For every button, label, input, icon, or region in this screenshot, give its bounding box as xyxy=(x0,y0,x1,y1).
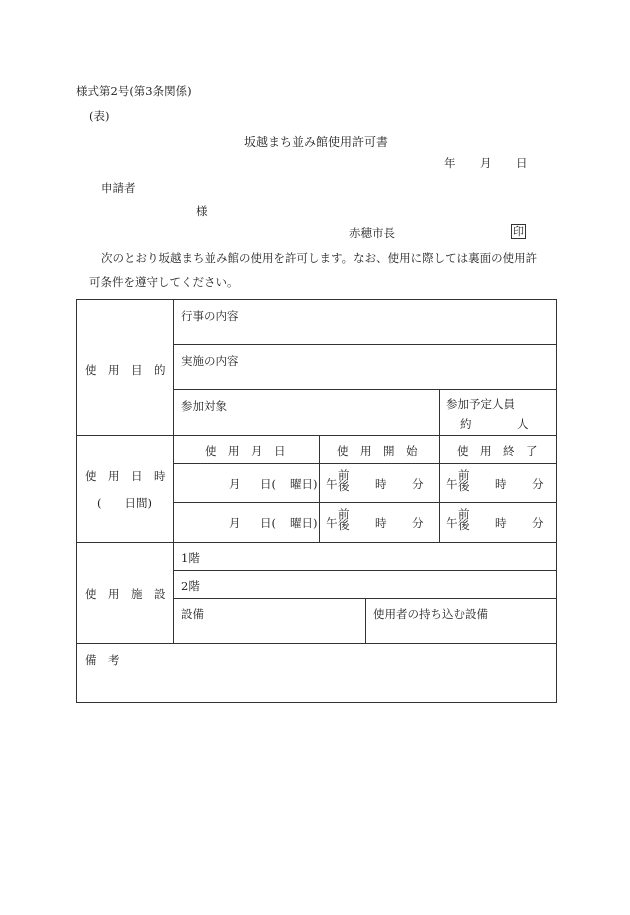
row1-end-am-pm-stack xyxy=(458,470,470,492)
honorific: 様 xyxy=(196,204,208,218)
persons-label: 人 xyxy=(517,417,529,431)
row2-start-am-pm-stack xyxy=(338,509,350,531)
form-number: 様式第2号(第3条関係) xyxy=(76,84,192,98)
row2-start-hour: 時 xyxy=(375,516,387,530)
row-divider xyxy=(173,344,557,345)
datetime-label: 使 用 日 時 xyxy=(85,469,166,483)
row1-end-hour: 時 xyxy=(495,477,507,491)
implementation-content-label: 実施の内容 xyxy=(181,354,239,368)
floor1-label: 1階 xyxy=(181,551,200,565)
col-divider xyxy=(319,435,320,542)
expected-participants-label: 参加予定人員 xyxy=(446,397,515,411)
row2-end-hour: 時 xyxy=(495,516,507,530)
row2-end-ampm: 午 xyxy=(446,516,458,530)
date-month: 月 xyxy=(480,156,492,170)
row-divider xyxy=(77,435,557,436)
event-content-label: 行事の内容 xyxy=(181,309,239,323)
facility-label: 使 用 施 設 xyxy=(85,587,166,601)
row1-weekday: 曜日) xyxy=(290,477,318,491)
row-divider xyxy=(173,570,557,571)
col-divider xyxy=(439,389,440,435)
col-divider xyxy=(439,435,440,542)
row2-start-ampm: 午 xyxy=(326,516,338,530)
permit-form-table xyxy=(76,299,557,703)
row1-start-ampm: 午 xyxy=(326,477,338,491)
row2-end-am: 前 xyxy=(458,507,470,521)
row-divider xyxy=(77,643,557,644)
row1-start-am-pm-stack xyxy=(338,470,350,492)
col-divider xyxy=(173,300,174,643)
document-title: 坂越まち並み館使用許可書 xyxy=(244,135,389,149)
date-day: 日 xyxy=(516,156,528,170)
approx-label: 約 xyxy=(460,417,472,431)
row2-month: 月 xyxy=(229,516,241,530)
row2-end-minute: 分 xyxy=(532,516,544,530)
row2-end-pm: 後 xyxy=(458,518,470,532)
days-count-label: ( 日間) xyxy=(97,496,152,510)
row1-month: 月 xyxy=(229,477,241,491)
row1-start-am: 前 xyxy=(338,468,350,482)
row2-weekday: 曜日) xyxy=(290,516,318,530)
row1-start-minute: 分 xyxy=(412,477,424,491)
issuer: 赤穂市長 xyxy=(349,226,395,240)
col-header-date: 使 用 月 日 xyxy=(205,444,286,458)
row1-start-hour: 時 xyxy=(375,477,387,491)
row-divider xyxy=(173,502,557,503)
floor2-label: 2階 xyxy=(181,579,200,593)
row1-end-am: 前 xyxy=(458,468,470,482)
body-text-line2: 可条件を遵守してください。 xyxy=(89,275,239,289)
seal-mark: 印 xyxy=(513,225,524,238)
row1-end-pm: 後 xyxy=(458,479,470,493)
row1-end-minute: 分 xyxy=(532,477,544,491)
col-header-start: 使 用 開 始 xyxy=(337,444,418,458)
row1-day: 日( xyxy=(260,477,276,491)
row2-start-pm: 後 xyxy=(338,518,350,532)
row2-end-am-pm-stack xyxy=(458,509,470,531)
body-text-line1: 次のとおり坂越まち並み館の使用を許可します。なお、使用に際しては裏面の使用許 xyxy=(101,251,538,265)
form-side-label: (表) xyxy=(89,109,110,123)
row-divider xyxy=(77,542,557,543)
row2-day: 日( xyxy=(260,516,276,530)
date-year: 年 xyxy=(444,156,456,170)
user-equipment-label: 使用者の持ち込む設備 xyxy=(373,607,488,621)
row2-start-minute: 分 xyxy=(412,516,424,530)
row-divider xyxy=(173,389,557,390)
applicant-label: 申請者 xyxy=(101,181,136,195)
remarks-label: 備 考 xyxy=(85,653,120,667)
row1-start-pm: 後 xyxy=(338,479,350,493)
row2-start-am: 前 xyxy=(338,507,350,521)
participants-label: 参加対象 xyxy=(181,399,227,413)
col-divider xyxy=(365,598,366,643)
row-divider xyxy=(173,463,557,464)
equipment-label: 設備 xyxy=(181,607,204,621)
col-header-end: 使 用 終 了 xyxy=(457,444,538,458)
row1-end-ampm: 午 xyxy=(446,477,458,491)
purpose-label: 使 用 目 的 xyxy=(85,363,166,377)
